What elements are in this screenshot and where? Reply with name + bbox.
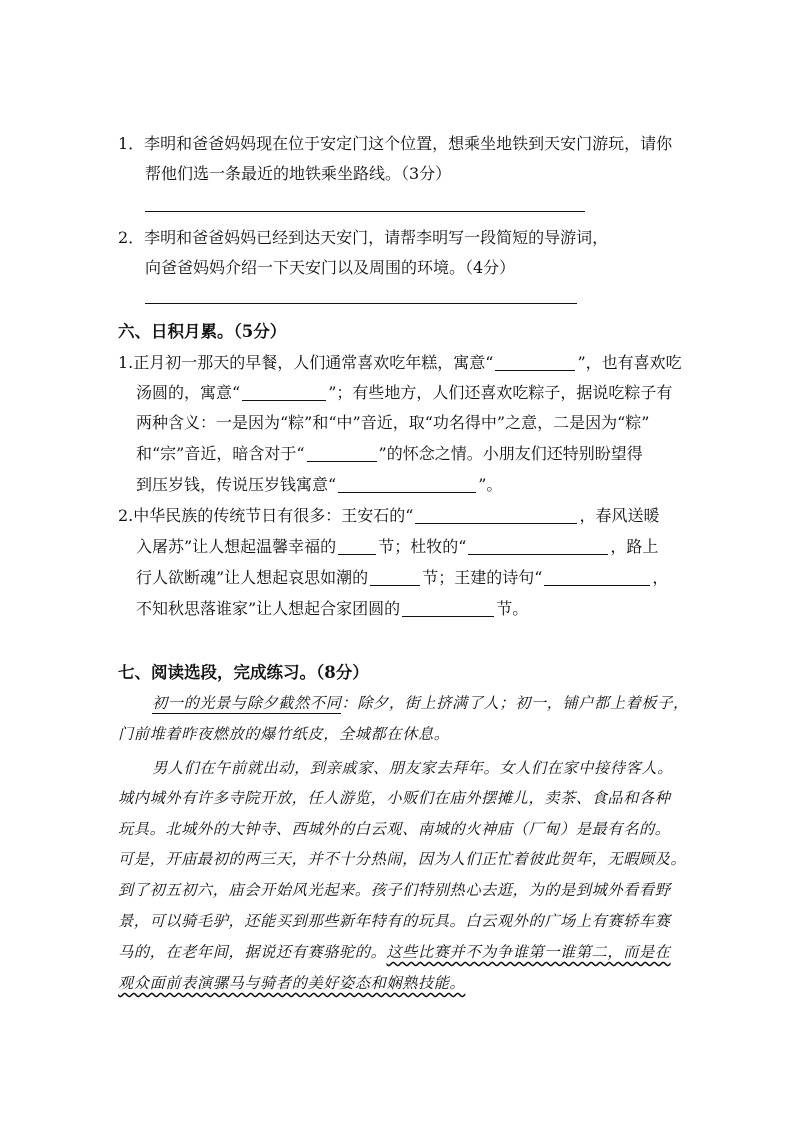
s6-p1-line3: 两种含义：一是因为“粽”和“中”音近，取“功名得中”之意，二是因为“粽”: [136, 413, 650, 432]
q2-line2: 向爸爸妈妈介绍一下天安门以及周围的环境。（4分）: [145, 258, 516, 277]
q2-line1: 2．李明和爸爸妈妈已经到达天安门，请帮李明写一段简短的导游词，: [118, 228, 609, 247]
blank-zong[interactable]: [307, 445, 377, 462]
reading-wavy-sentence: 这些比赛并不为争谁第一谁第二，而是在: [386, 943, 671, 961]
reading-line4: 城内城外有许多寺院开放，任人游览，小贩们在庙外摆摊儿，卖茶、食品和各种: [118, 789, 671, 807]
q1-answer-line[interactable]: [145, 211, 585, 212]
reading-line8: 景，可以骑毛驴，还能买到那些新年特有的玩具。白云观外的广场上有赛轿车赛: [118, 912, 671, 930]
reading-line1: [152, 692, 689, 714]
reading-line6: 可是，开庙最初的两三天，并不十分热闹，因为人们正忙着彼此贺年，无暇顾及。: [118, 850, 687, 868]
s6-p1-line4: [136, 443, 643, 465]
s6-p2-text: 行人欲断魂”让人想起哀思如潮的: [136, 568, 369, 587]
reading-text: 马的，在老年间，据说还有赛骆驼的。: [118, 943, 387, 961]
s6-p2-text: 2.中华民族的传统节日有很多：王安石的“: [118, 506, 414, 525]
s6-p1-text: 1.正月初一那天的早餐，人们通常喜欢吃年糕，寓意“: [118, 353, 494, 372]
blank-ya-sui-qian[interactable]: [338, 476, 476, 493]
s6-p1-text: 到压岁钱，传说压岁钱寓意“: [136, 475, 337, 494]
s6-p2-text: 节；王建的诗句“: [422, 568, 543, 587]
blank-festival-1[interactable]: [338, 538, 376, 555]
blank-festival-3[interactable]: [402, 600, 494, 617]
s6-p2-text: 入屠苏”让人想起温馨幸福的: [136, 537, 337, 556]
blank-nian-gao[interactable]: [495, 354, 575, 371]
s6-p2-text: ，路上: [610, 537, 659, 556]
reading-line10: [118, 972, 465, 994]
s6-p2-text: 不知秋思落谁家”让人想起合家团圆的: [136, 599, 401, 618]
blank-poem-wang-jian[interactable]: [544, 569, 650, 586]
q1-line1: 1．李明和爸爸妈妈现在位于安定门这个位置，想乘坐地铁到天安门游玩，请你: [118, 134, 673, 153]
reading-line3: 男人们在午前就出动，到亲戚家、朋友家去拜年。女人们在家中接待客人。: [152, 759, 673, 777]
s6-p1-text: ”。: [478, 475, 503, 494]
s6-p2-text: ，春风送暖: [579, 506, 660, 525]
s6-p1-text: ”，也有喜欢吃: [577, 353, 682, 372]
s6-p2-line2: [136, 536, 658, 558]
s6-p1-line5: [136, 474, 502, 496]
blank-festival-2[interactable]: [370, 569, 420, 586]
s6-p1-text: ”；有些地方，人们还喜欢吃粽子，据说吃粽子有: [328, 383, 673, 402]
s6-p1-line1: [118, 352, 682, 374]
blank-poem-du-mu[interactable]: [468, 538, 608, 555]
q2-answer-line[interactable]: [145, 303, 577, 304]
reading-line5: 玩具。北城外的大钟寺、西城外的白云观、南城的火神庙（厂甸）是最有名的。: [118, 820, 671, 838]
s6-p1-text: ”的怀念之情。小朋友们还特别盼望得: [378, 444, 643, 463]
blank-tang-yuan[interactable]: [242, 384, 326, 401]
s6-p2-line3: [136, 567, 668, 589]
s6-p2-line1: [118, 505, 659, 527]
section7-title: 七、阅读选段，完成练习。（8分）: [118, 663, 369, 682]
blank-poem-wang-anshi[interactable]: [415, 507, 577, 524]
s6-p1-line2: [136, 382, 672, 404]
s6-p2-text: 节。: [496, 599, 529, 618]
section6-title: 六、日积月累。（5分）: [118, 322, 287, 341]
reading-text: ：除夕，街上挤满了人；初一，铺户都上着板子，: [341, 694, 689, 712]
reading-underlined-phrase: 初一的光景与除夕截然不同: [152, 694, 342, 712]
reading-wavy-sentence: 观众面前表演骡马与骑者的美好姿态和娴熟技能。: [118, 974, 466, 992]
s6-p2-line4: [136, 598, 528, 620]
s6-p2-text: ，: [652, 568, 669, 587]
reading-line7: 到了初五初六，庙会开始风光起来。孩子们特别热心去逛，为的是到城外看看野: [118, 881, 671, 899]
q1-line2: 帮他们选一条最近的地铁乘坐路线。（3分）: [145, 164, 452, 183]
reading-line2: 门前堆着昨夜燃放的爆竹纸皮，全城都在休息。: [118, 725, 450, 743]
reading-line9: [118, 941, 671, 963]
s6-p1-text: 汤圆的，寓意“: [136, 383, 241, 402]
s6-p2-text: 节；杜牧的“: [378, 537, 467, 556]
s6-p1-text: 和“宗”音近，暗含对于“: [136, 444, 305, 463]
